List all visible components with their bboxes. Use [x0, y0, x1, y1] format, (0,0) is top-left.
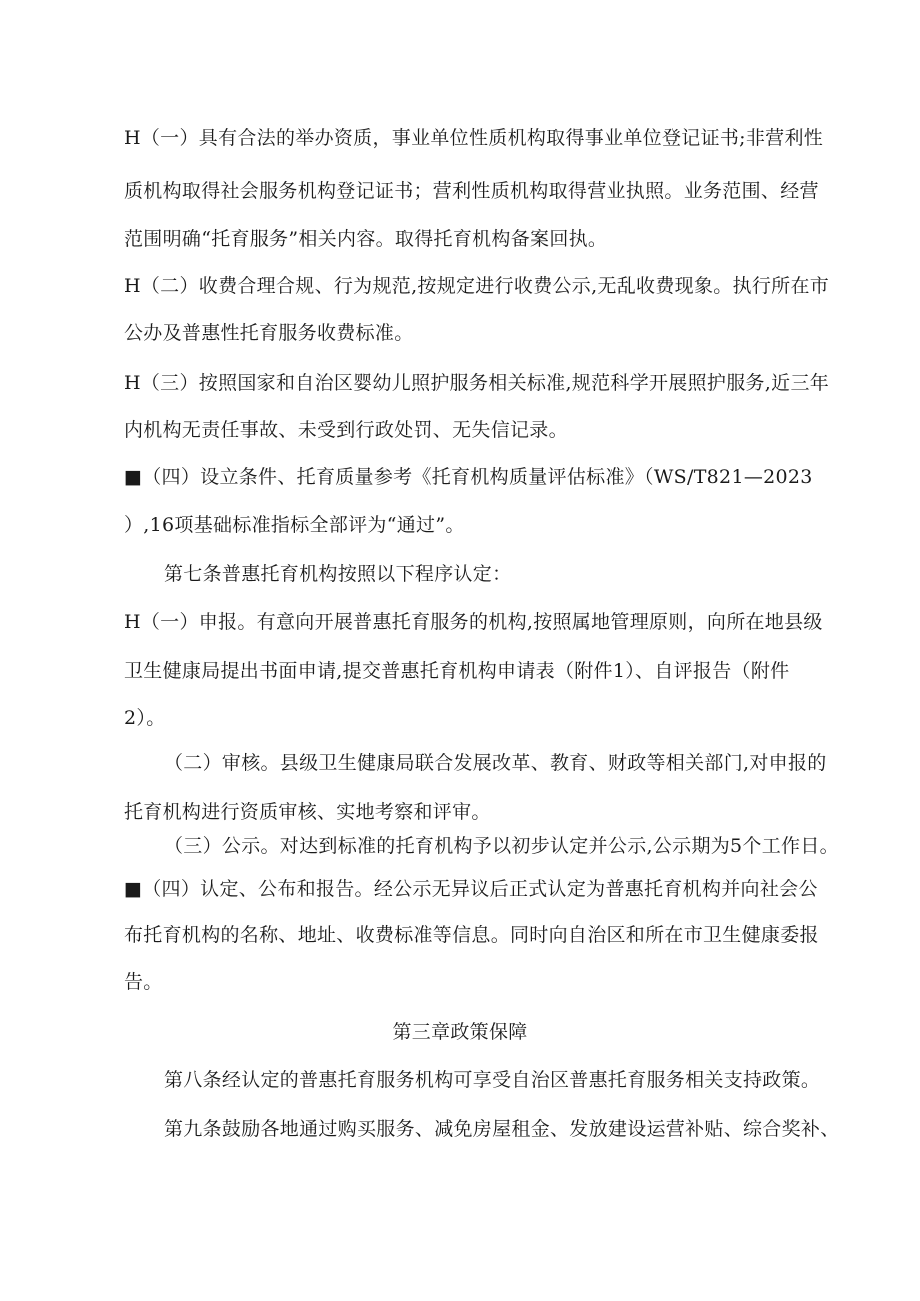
article-line: 第七条普惠托育机构按照以下程序认定：	[164, 563, 512, 585]
paragraph-line: 公办及普惠性托育服务收费标准。	[124, 322, 414, 344]
paragraph-line: 范围明确“托育服务”相关内容。取得托育机构备案回执。	[124, 228, 608, 250]
paragraph-line: 托育机构进行资质审核、实地考察和评审。	[124, 801, 491, 823]
paragraph-line: （三）公示。对达到标准的托育机构予以初步认定并公示,公示期为5个工作日。	[164, 835, 839, 857]
paragraph-line: 内机构无责任事故、未受到行政处罚、无失信记录。	[124, 419, 568, 441]
paragraph-line: H（二）收费合理合规、行为规范,按规定进行收费公示,无乱收费现象。执行所在市	[124, 275, 830, 297]
paragraph-line: H（一）具有合法的举办资质，事业单位性质机构取得事业单位登记证书;非营利性	[124, 127, 824, 149]
paragraph-line: 质机构取得社会服务机构登记证书；营利性质机构取得营业执照。业务范围、经营	[124, 180, 819, 202]
paragraph-line: 告。	[124, 971, 163, 993]
article-line: 第八条经认定的普惠托育服务机构可享受自治区普惠托育服务相关支持政策。	[164, 1069, 821, 1091]
paragraph-line: H（三）按照国家和自治区婴幼儿照护服务相关标准,规范科学开展照护服务,近三年	[124, 372, 830, 394]
paragraph-line: ）,16项基础标准指标全部评为“通过”。	[124, 514, 465, 536]
article-line: 第九条鼓励各地通过购买服务、减免房屋租金、发放建设运营补贴、综合奖补、	[164, 1118, 840, 1140]
paragraph-line: （二）审核。县级卫生健康局联合发展改革、教育、财政等相关部门,对申报的	[164, 752, 827, 774]
paragraph-line: 2）。	[124, 707, 166, 729]
paragraph-line: 布托育机构的名称、地址、收费标准等信息。同时向自治区和所在市卫生健康委报	[124, 924, 819, 946]
paragraph-line: ■（四）设立条件、托育质量参考《托育机构质量评估标准》（WS/T821—2023	[124, 466, 813, 488]
paragraph-line: H（一）申报。有意向开展普惠托育服务的机构,按照属地管理原则，向所在地县级	[124, 611, 823, 633]
paragraph-line: 卫生健康局提出书面申请,提交普惠托育机构申请表（附件1）、自评报告（附件	[124, 660, 790, 682]
paragraph-line: ■（四）认定、公布和报告。经公示无异议后正式认定为普惠托育机构并向社会公	[124, 878, 818, 900]
chapter-heading: 第三章政策保障	[392, 1021, 528, 1043]
